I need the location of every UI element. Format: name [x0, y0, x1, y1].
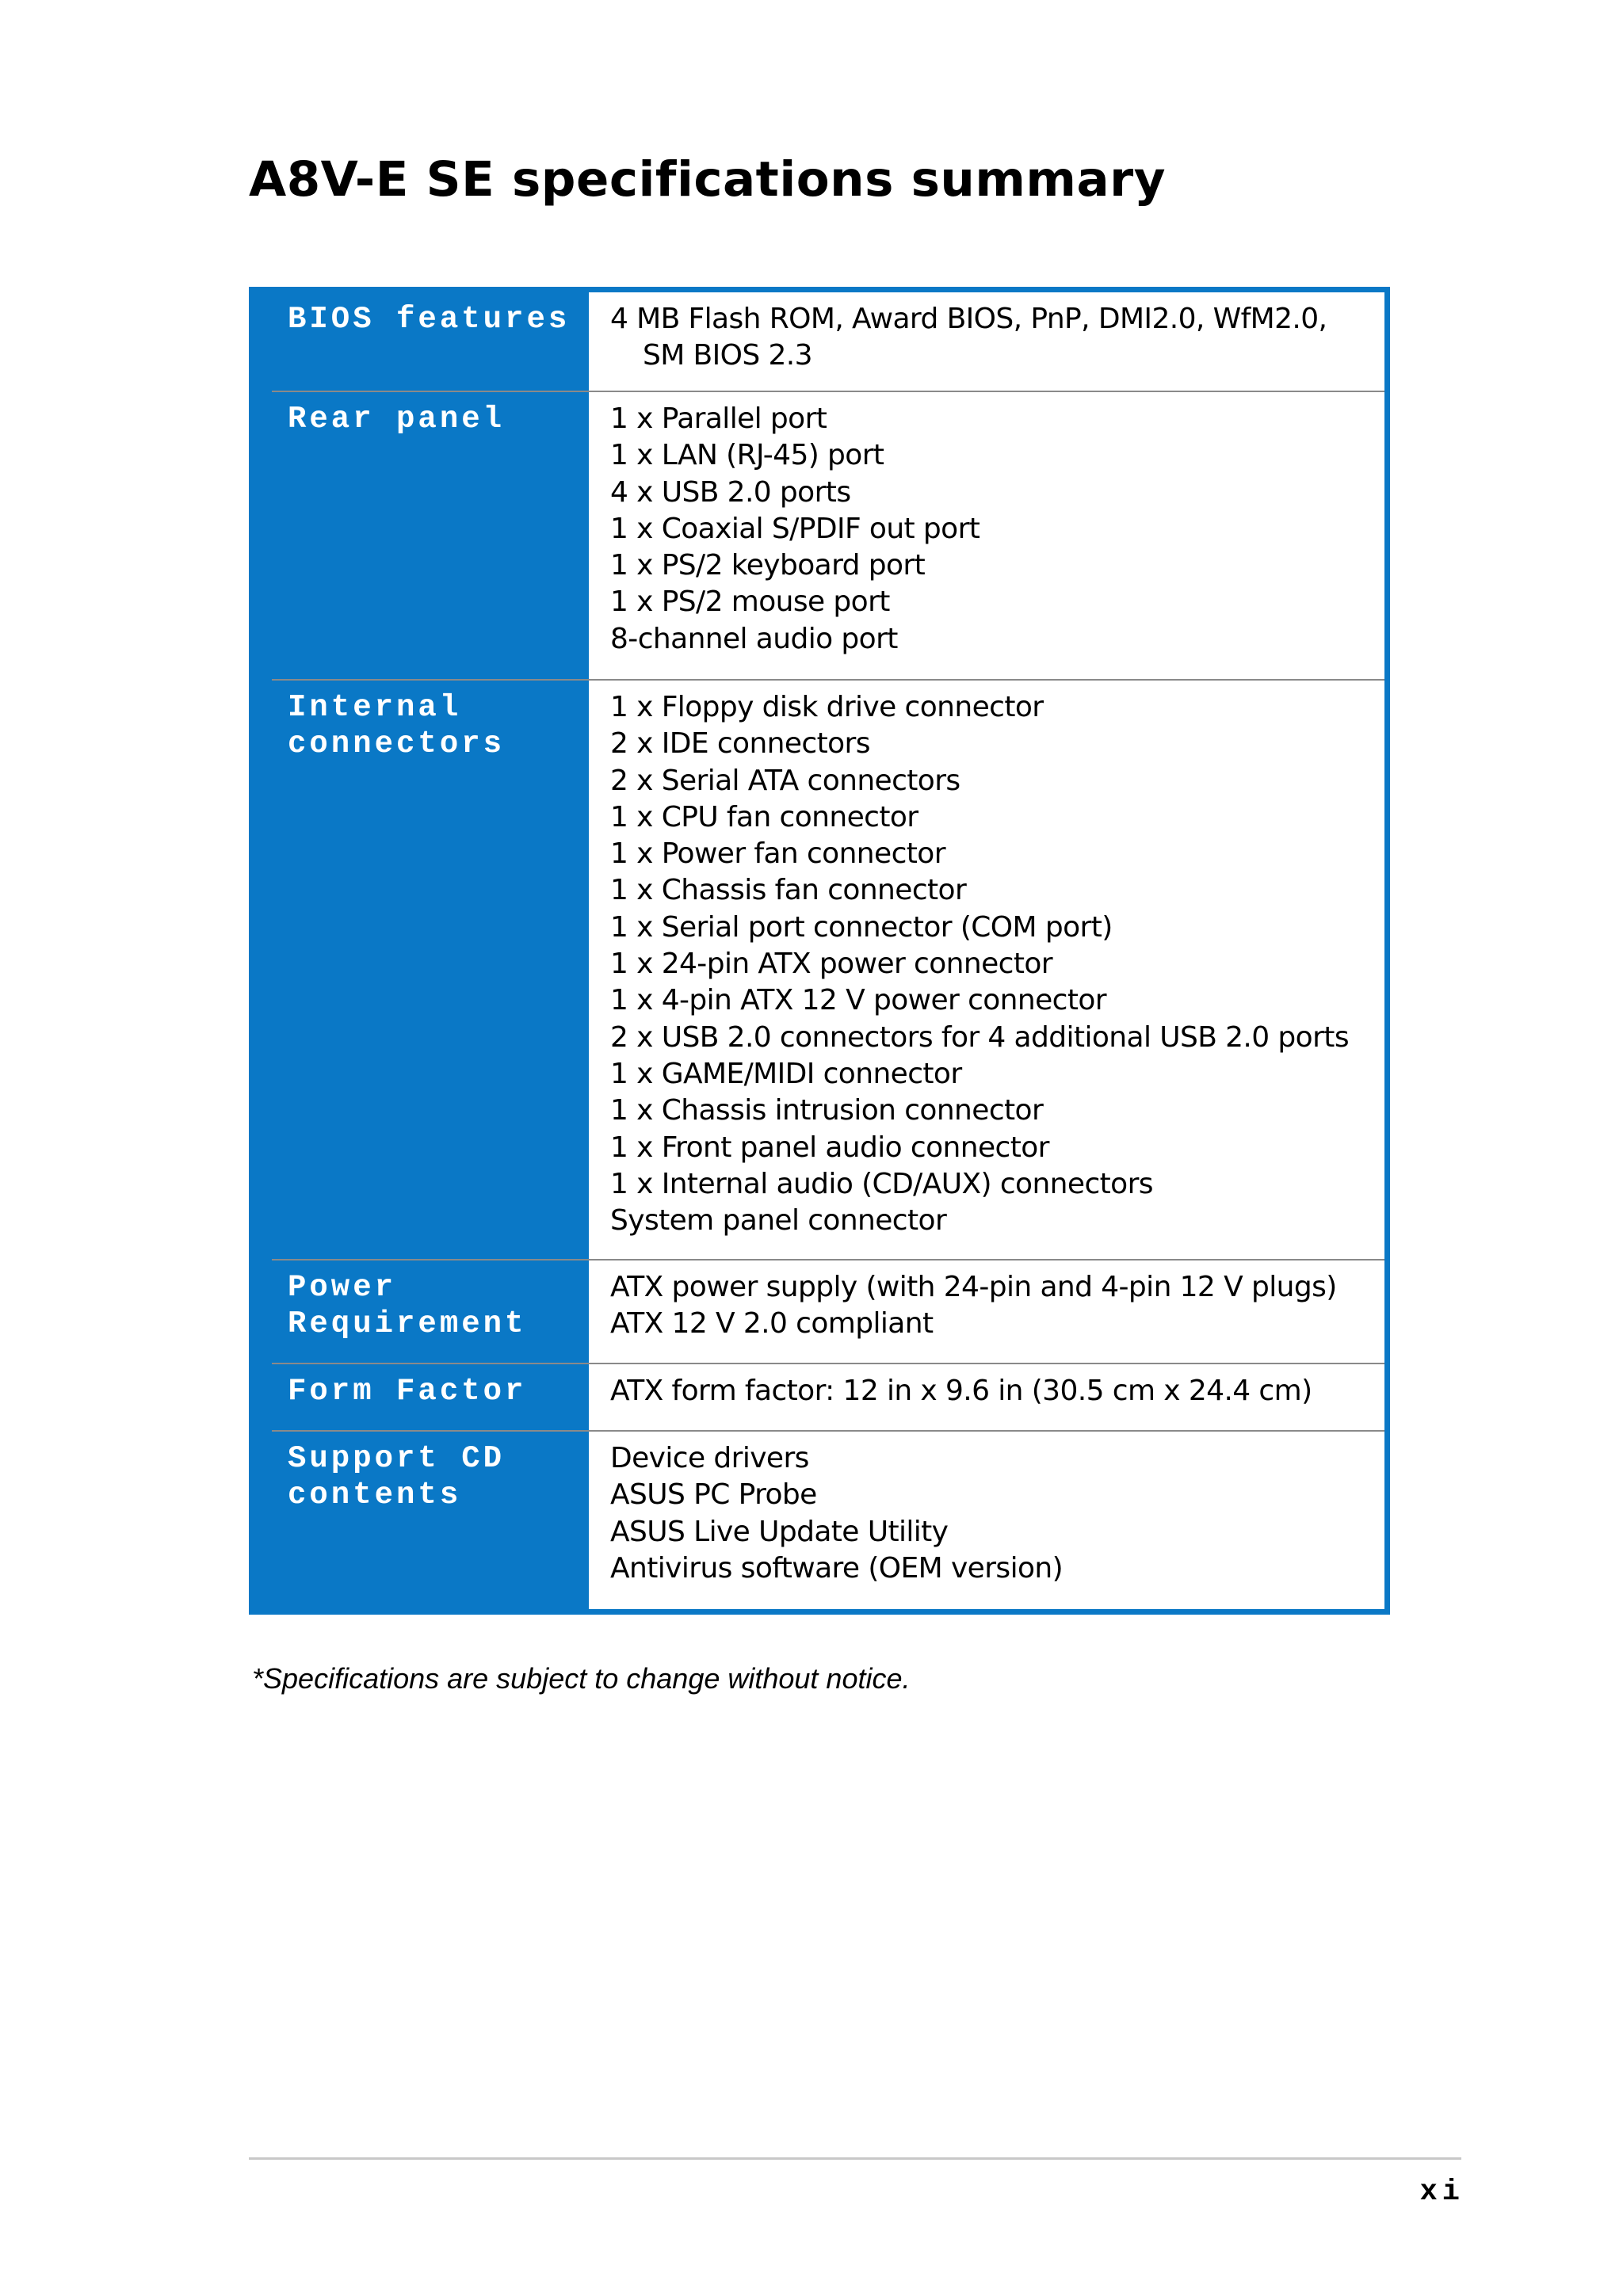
spec-label: Form Factor	[254, 1364, 589, 1430]
spec-value	[589, 1432, 1384, 1609]
spec-row-rear-panel	[254, 392, 1384, 679]
spec-value-line: 8-channel audio port	[610, 622, 898, 655]
spec-value-line: 1 x Internal audio (CD/AUX) connectors	[610, 1167, 1153, 1200]
spec-label: Support CD contents	[254, 1432, 589, 1609]
spec-value	[589, 392, 1384, 679]
spec-value-line: 1 x GAME/MIDI connector	[610, 1057, 962, 1090]
spec-row-bios	[254, 292, 1384, 391]
spec-value-line: 1 x 4-pin ATX 12 V power connector	[610, 984, 1107, 1017]
spec-value-line: System panel connector	[610, 1204, 947, 1238]
spec-value-line: ASUS Live Update Utility	[610, 1515, 949, 1548]
spec-value-line: 1 x Power fan connector	[610, 837, 945, 871]
spec-value-line: Antivirus software (OEM version)	[610, 1551, 1064, 1585]
spec-value-line: ASUS PC Probe	[610, 1478, 817, 1512]
spec-value	[589, 292, 1384, 391]
spec-value-line: ATX form factor: 12 in x 9.6 in (30.5 cm x 24.4 cm)	[610, 1375, 1312, 1407]
spec-row-power-requirement	[254, 1261, 1384, 1363]
spec-value-line: 1 x Floppy disk drive connector	[610, 691, 1044, 723]
spec-value-line: 1 x Chassis intrusion connector	[610, 1094, 1044, 1127]
spec-row-support-cd	[254, 1432, 1384, 1609]
spec-value-line: ATX 12 V 2.0 compliant	[610, 1307, 934, 1341]
spec-value-line: 4 x USB 2.0 ports	[610, 475, 851, 509]
spec-value-line: 2 x IDE connectors	[610, 727, 870, 761]
footnote: *Specifications are subject to change without notice.	[252, 1662, 911, 1695]
spec-value	[589, 681, 1384, 1259]
footer-divider	[249, 2157, 1461, 2160]
spec-value-line: 1 x PS/2 keyboard port	[610, 549, 926, 582]
spec-value-line: 2 x Serial ATA connectors	[610, 764, 960, 797]
spec-label: Power Requirement	[254, 1261, 589, 1363]
spec-value-line: 4 MB Flash ROM, Award BIOS, PnP, DMI2.0, WfM2.0,	[610, 303, 1327, 335]
spec-label: BIOS features	[254, 292, 589, 391]
spec-value-line: 1 x LAN (RJ-45) port	[610, 439, 884, 472]
spec-value-line: Device drivers	[610, 1442, 809, 1474]
spec-value-line: 2 x USB 2.0 connectors for 4 additional USB 2.0 ports	[610, 1020, 1349, 1054]
spec-value-line: 1 x CPU fan connector	[610, 800, 918, 833]
spec-row-internal-connectors	[254, 681, 1384, 1259]
page-title: A8V-E SE specifications summary	[249, 151, 1166, 208]
spec-value-line: 1 x Coaxial S/PDIF out port	[610, 512, 980, 545]
spec-label: Internal connectors	[254, 681, 589, 1259]
spec-value-line: SM BIOS 2.3	[643, 339, 812, 372]
spec-value-line: 1 x Chassis fan connector	[610, 874, 967, 907]
spec-row-form-factor	[254, 1364, 1384, 1430]
spec-value-line: ATX power supply (with 24-pin and 4-pin 12 V plugs)	[610, 1271, 1337, 1303]
spec-value	[589, 1364, 1384, 1430]
spec-value-line: 1 x PS/2 mouse port	[610, 585, 890, 619]
spec-value-line: 1 x 24-pin ATX power connector	[610, 948, 1052, 981]
spec-value-line: 1 x Parallel port	[610, 402, 827, 435]
specifications-table	[249, 287, 1390, 1615]
spec-value	[589, 1261, 1384, 1363]
spec-value-line: 1 x Serial port connector (COM port)	[610, 910, 1113, 944]
spec-value-line: 1 x Front panel audio connector	[610, 1131, 1049, 1164]
spec-label: Rear panel	[254, 392, 589, 679]
page-number: xi	[1419, 2176, 1465, 2209]
